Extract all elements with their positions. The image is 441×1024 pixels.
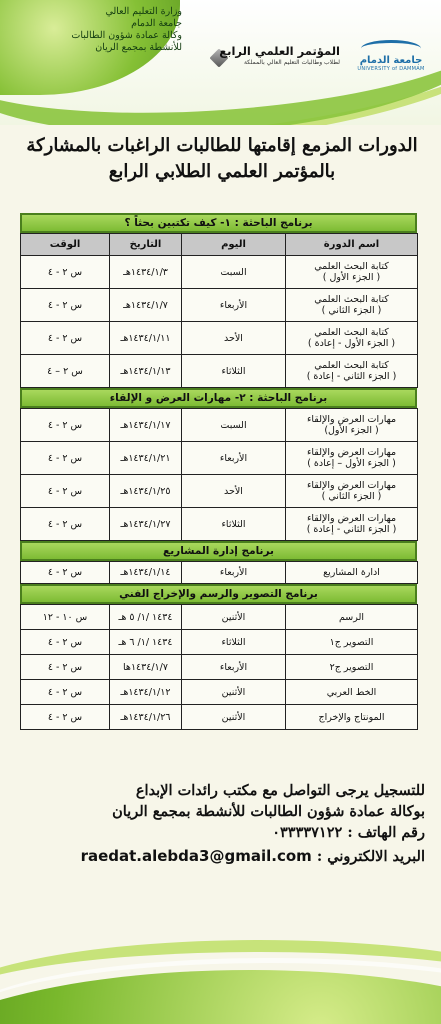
conference-title: المؤتمر العلمي الرابع — [219, 44, 340, 58]
section-header: برنامج التصوير والرسم والإخراج الفني — [20, 584, 417, 604]
date-cell: ١٤٣٤/١/١٤هـ — [110, 562, 182, 584]
date-cell: ١٤٣٤/١/٣هـ — [110, 256, 182, 289]
table-row — [21, 705, 418, 730]
column-header-date: التاريخ — [110, 234, 182, 256]
date-cell: ١٤٣٤/١/١٧هـ — [110, 409, 182, 442]
title-line: بالمؤتمر العلمي الطلابي الرابع — [108, 161, 336, 182]
email-label: البريد الالكتروني : — [316, 848, 425, 865]
time-cell: س ٢ - ٤ — [21, 409, 110, 442]
table-row — [21, 355, 418, 388]
time-cell: س ٢ - ٤ — [21, 562, 110, 584]
day-cell: الأربعاء — [182, 442, 286, 475]
day-cell: الأثنين — [182, 680, 286, 705]
date-cell: ١٤٣٤/١/٢٦هـ — [110, 705, 182, 730]
course-name-cell: كتابة البحث العلمي ( الجزء الثاني ) — [286, 289, 418, 322]
day-cell: الأربعاء — [182, 562, 286, 584]
table-row — [21, 322, 418, 355]
course-name-cell: مهارات العرض والإلقاء ( الجزء الأول) — [286, 409, 418, 442]
day-cell: الثلاثاء — [182, 508, 286, 541]
day-cell: الثلاثاء — [182, 630, 286, 655]
conference-subtitle: لطلاب وطالبات التعليم العالي بالمملكة — [243, 59, 340, 66]
university-name-ar: جامعة الدمام — [359, 55, 423, 66]
time-cell: س ٢ - ٤ — [21, 256, 110, 289]
day-cell: الأثنين — [182, 605, 286, 630]
column-header-course: اسم الدورة — [286, 234, 418, 256]
section-table — [20, 561, 418, 584]
ministry-line: وكالة عمادة شؤون الطالبات — [71, 30, 182, 41]
registration-line: للتسجيل يرجى التواصل مع مكتب رائدات الإبداع — [135, 782, 425, 799]
table-row — [21, 475, 418, 508]
time-cell: س ٢ - ٤ — [21, 655, 110, 680]
table-row — [21, 680, 418, 705]
table-row — [21, 256, 418, 289]
phone-line — [20, 822, 425, 843]
day-cell: الثلاثاء — [182, 355, 286, 388]
footer-background — [0, 900, 441, 1024]
courses-schedule — [20, 213, 417, 730]
table-row — [21, 562, 418, 584]
date-cell: ١٤٣٤/١/٢١هـ — [110, 442, 182, 475]
ministry-line: جامعة الدمام — [131, 18, 182, 29]
course-name-cell: كتابة البحث العلمي ( الجزء الأول - إعادة ) — [286, 322, 418, 355]
day-cell: الأربعاء — [182, 655, 286, 680]
time-cell: س ٢ - ٤ — [21, 289, 110, 322]
section-header: برنامج الباحثة : ٢- مهارات العرض و الإلقاء — [20, 388, 417, 408]
date-cell: ١٤٣٤/١/٢٥هـ — [110, 475, 182, 508]
day-cell: الأحد — [182, 322, 286, 355]
time-cell: س ٢ - ٤ — [21, 680, 110, 705]
section-header: برنامج إدارة المشاريع — [20, 541, 417, 561]
time-cell: س ٢ - ٤ — [21, 508, 110, 541]
title-line: الدورات المزمع إقامتها للطالبات الراغبات بالمشاركة — [26, 135, 418, 156]
time-cell: س ٢ - ٤ — [21, 442, 110, 475]
email-line — [20, 846, 425, 867]
date-cell: ١٤٣٤/١/١٢هـ — [110, 680, 182, 705]
course-name-cell: ادارة المشاريع — [286, 562, 418, 584]
section-table — [20, 408, 418, 541]
day-cell: السبت — [182, 256, 286, 289]
date-cell: ١٤٣٤/١/١١هـ — [110, 322, 182, 355]
day-cell: الأثنين — [182, 705, 286, 730]
section-header: برنامج الباحثة : ١- كيف تكتبين بحثاً ؟ — [20, 213, 417, 233]
time-cell: س ١٠ - ١٢ — [21, 605, 110, 630]
date-cell: ١٤٣٤ /١/ ٦ هـ — [110, 630, 182, 655]
course-name-cell: كتابة البحث العلمي ( الجزء الأول ) — [286, 256, 418, 289]
course-name-cell: التصوير ج٢ — [286, 655, 418, 680]
day-cell: الأربعاء — [182, 289, 286, 322]
course-name-cell: مهارات العرض والإلقاء ( الجزء الأول – إعادة ) — [286, 442, 418, 475]
university-logo — [345, 40, 437, 72]
time-cell: س ٢ - ٤ — [21, 322, 110, 355]
course-name-cell: الخط العربي — [286, 680, 418, 705]
time-cell: س ٢ - ٤ — [21, 705, 110, 730]
course-name-cell: كتابة البحث العلمي ( الجزء الثاني - إعادة ) — [286, 355, 418, 388]
section-table — [20, 233, 418, 388]
date-cell: ١٤٣٤/١/٧ها — [110, 655, 182, 680]
ministry-line: للأنشطة بمجمع الريان — [95, 42, 182, 53]
date-cell: ١٤٣٤/١/٢٧هـ — [110, 508, 182, 541]
section-table — [20, 604, 418, 730]
date-cell: ١٤٣٤/١/١٣هـ — [110, 355, 182, 388]
ministry-block — [32, 6, 182, 54]
page-title — [12, 133, 432, 185]
column-header-time: الوقت — [21, 234, 110, 256]
table-row — [21, 289, 418, 322]
course-name-cell: مهارات العرض والإلقاء ( الجزء الثاني - إعادة ) — [286, 508, 418, 541]
ministry-line: وزارة التعليم العالي — [105, 6, 182, 17]
phone-number: ٠٣٣٣٣٧١٢٢ — [272, 824, 343, 841]
date-cell: ١٤٣٤/١/٧هـ — [110, 289, 182, 322]
day-cell: الأحد — [182, 475, 286, 508]
table-row — [21, 605, 418, 630]
registration-info — [20, 780, 425, 867]
table-row — [21, 655, 418, 680]
time-cell: س ٢ – ٤ — [21, 355, 110, 388]
course-name-cell: الرسم — [286, 605, 418, 630]
table-row — [21, 409, 418, 442]
column-header-row — [21, 234, 418, 256]
email-address[interactable]: raedat.alebda3@gmail.com — [80, 847, 312, 865]
table-row — [21, 508, 418, 541]
phone-label: رقم الهاتف : — [347, 824, 425, 841]
table-row — [21, 630, 418, 655]
registration-line: بوكالة عمادة شؤون الطالبات للأنشطة بمجمع الريان — [112, 803, 425, 820]
table-row — [21, 442, 418, 475]
course-name-cell: مهارات العرض والإلقاء ( الجزء الثاني ) — [286, 475, 418, 508]
course-name-cell: المونتاج والإخراج — [286, 705, 418, 730]
university-name-en: UNIVERSITY of DAMMAM — [357, 66, 425, 72]
column-header-day: اليوم — [182, 234, 286, 256]
date-cell: ١٤٣٤ /١/ ٥ هـ — [110, 605, 182, 630]
course-name-cell: التصوير ج١ — [286, 630, 418, 655]
time-cell: س ٢ - ٤ — [21, 475, 110, 508]
day-cell: السبت — [182, 409, 286, 442]
time-cell: س ٢ - ٤ — [21, 630, 110, 655]
conference-logo — [210, 44, 340, 66]
